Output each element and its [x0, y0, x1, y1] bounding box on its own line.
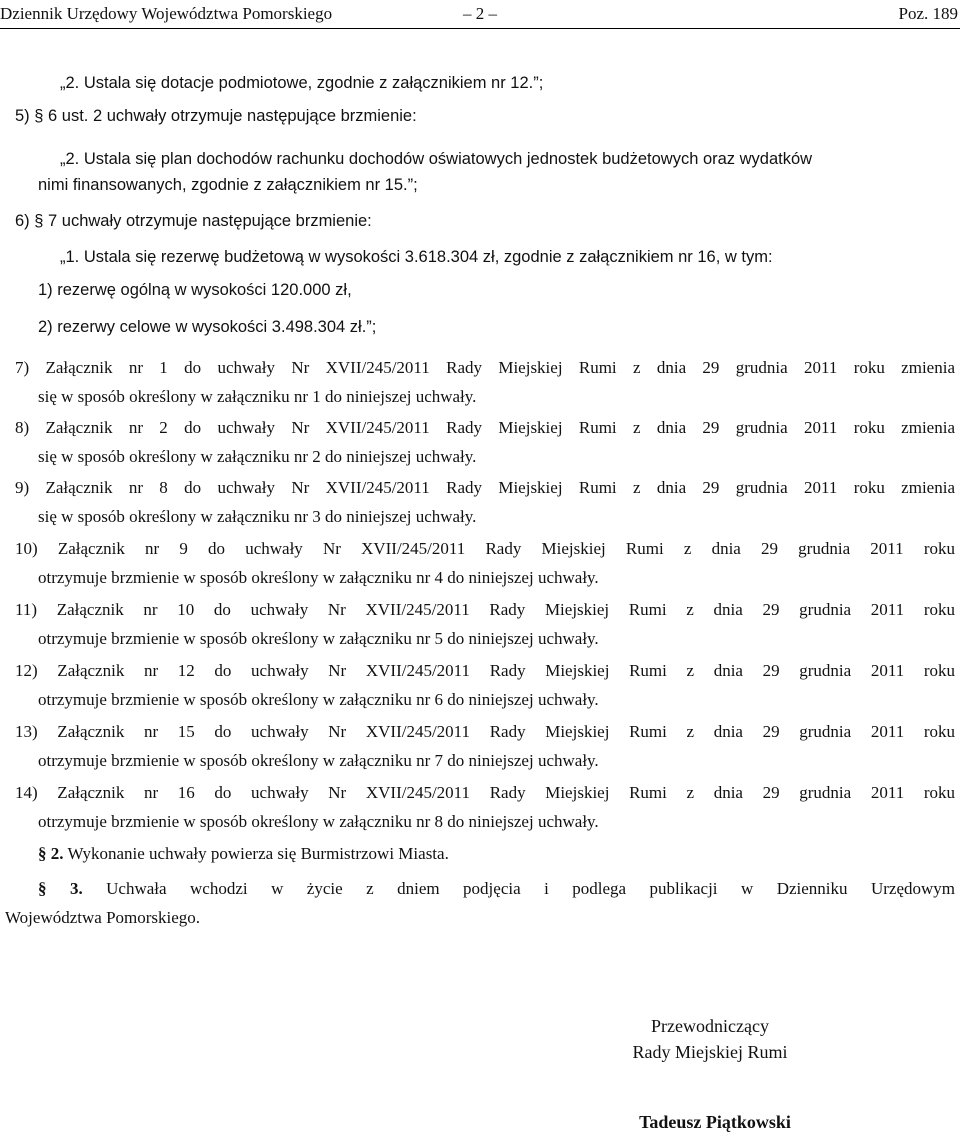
text-line: 6) § 7 uchwały otrzymuje następujące brzmienie: — [15, 212, 372, 230]
signature-title: Przewodniczący — [651, 1016, 769, 1036]
item-line: otrzymuje brzmienie w sposób określony w załączniku nr 7 do niniejszej uchwały. — [38, 751, 599, 770]
paragraph-3 — [5, 874, 955, 932]
item-12 — [15, 656, 955, 714]
item-line: 11) Załącznik nr 10 do uchwały Nr XVII/245/2011 Rady Miejskiej Rumi z dnia 29 grudnia 2011 roku — [15, 600, 955, 619]
item-line: otrzymuje brzmienie w sposób określony w załączniku nr 5 do niniejszej uchwały. — [38, 629, 599, 648]
item-line: 7) Załącznik nr 1 do uchwały Nr XVII/245/2011 Rady Miejskiej Rumi z dnia 29 grudnia 2011 roku zmienia — [15, 358, 955, 377]
text-line: „2. Ustala się dotacje podmiotowe, zgodnie z załącznikiem nr 12.”; — [60, 74, 544, 92]
paragraph-text: Wykonanie uchwały powierza się Burmistrzowi Miasta. — [67, 844, 449, 863]
item-line: 10) Załącznik nr 9 do uchwały Nr XVII/245/2011 Rady Miejskiej Rumi z dnia 29 grudnia 2011 roku — [15, 539, 955, 558]
item-13 — [15, 717, 955, 775]
item-line: 8) Załącznik nr 2 do uchwały Nr XVII/245/2011 Rady Miejskiej Rumi z dnia 29 grudnia 2011 roku zmienia — [15, 418, 955, 437]
paragraph-mark: § 3. — [38, 879, 83, 898]
paragraph-text: Uchwała wchodzi w życie z dniem podjęcia i podlega publikacji w Dzienniku Urzędowym — [106, 879, 955, 898]
signature-title: Rady Miejskiej Rumi — [632, 1042, 788, 1062]
item-line: się w sposób określony w załączniku nr 3 do niniejszej uchwały. — [38, 507, 477, 526]
paragraph-line — [5, 874, 955, 903]
text-line: 2) rezerwy celowe w wysokości 3.498.304 zł.”; — [38, 318, 377, 336]
item-line: 12) Załącznik nr 12 do uchwały Nr XVII/245/2011 Rady Miejskiej Rumi z dnia 29 grudnia 2011 roku — [15, 661, 955, 680]
text-line: 1) rezerwę ogólną w wysokości 120.000 zł, — [38, 281, 352, 299]
item-line: 14) Załącznik nr 16 do uchwały Nr XVII/245/2011 Rady Miejskiej Rumi z dnia 29 grudnia 2011 roku — [15, 783, 955, 802]
text-line: „1. Ustala się rezerwę budżetową w wysokości 3.618.304 zł, zgodnie z załącznikiem nr 16, w tym: — [60, 248, 773, 266]
text-line: 5) § 6 ust. 2 uchwały otrzymuje następujące brzmienie: — [15, 107, 417, 125]
paragraph-mark: § 2. — [38, 844, 64, 863]
journal-title: Dziennik Urzędowy Województwa Pomorskiego — [0, 4, 333, 23]
signatory-name: Tadeusz Piątkowski — [639, 1112, 791, 1132]
item-line: otrzymuje brzmienie w sposób określony w załączniku nr 8 do niniejszej uchwały. — [38, 812, 599, 831]
item-8 — [15, 413, 955, 471]
paragraph-line: Województwa Pomorskiego. — [5, 908, 201, 927]
item-line: 9) Załącznik nr 8 do uchwały Nr XVII/245/2011 Rady Miejskiej Rumi z dnia 29 grudnia 2011 roku zmienia — [15, 478, 955, 497]
signature-block — [560, 1013, 860, 1065]
item-line: 13) Załącznik nr 15 do uchwały Nr XVII/245/2011 Rady Miejskiej Rumi z dnia 29 grudnia 2011 roku — [15, 722, 955, 741]
paragraph-2 — [38, 843, 449, 865]
text-line: „2. Ustala się plan dochodów rachunku dochodów oświatowych jednostek budżetowych oraz wydatków — [60, 150, 813, 168]
item-line: się w sposób określony w załączniku nr 2 do niniejszej uchwały. — [38, 447, 477, 466]
text-line: nimi finansowanych, zgodnie z załącznikiem nr 15.”; — [38, 176, 418, 194]
item-10 — [15, 534, 955, 592]
item-line: się w sposób określony w załączniku nr 1 do niniejszej uchwały. — [38, 387, 477, 406]
item-line: otrzymuje brzmienie w sposób określony w załączniku nr 4 do niniejszej uchwały. — [38, 568, 599, 587]
item-9 — [15, 473, 955, 531]
item-14 — [15, 778, 955, 836]
item-line: otrzymuje brzmienie w sposób określony w załączniku nr 6 do niniejszej uchwały. — [38, 690, 599, 709]
position-number: Poz. 189 — [898, 4, 958, 23]
page-header — [0, 0, 960, 29]
item-11 — [15, 595, 955, 653]
item-7 — [15, 353, 955, 411]
page-number: – 2 – — [463, 4, 497, 23]
